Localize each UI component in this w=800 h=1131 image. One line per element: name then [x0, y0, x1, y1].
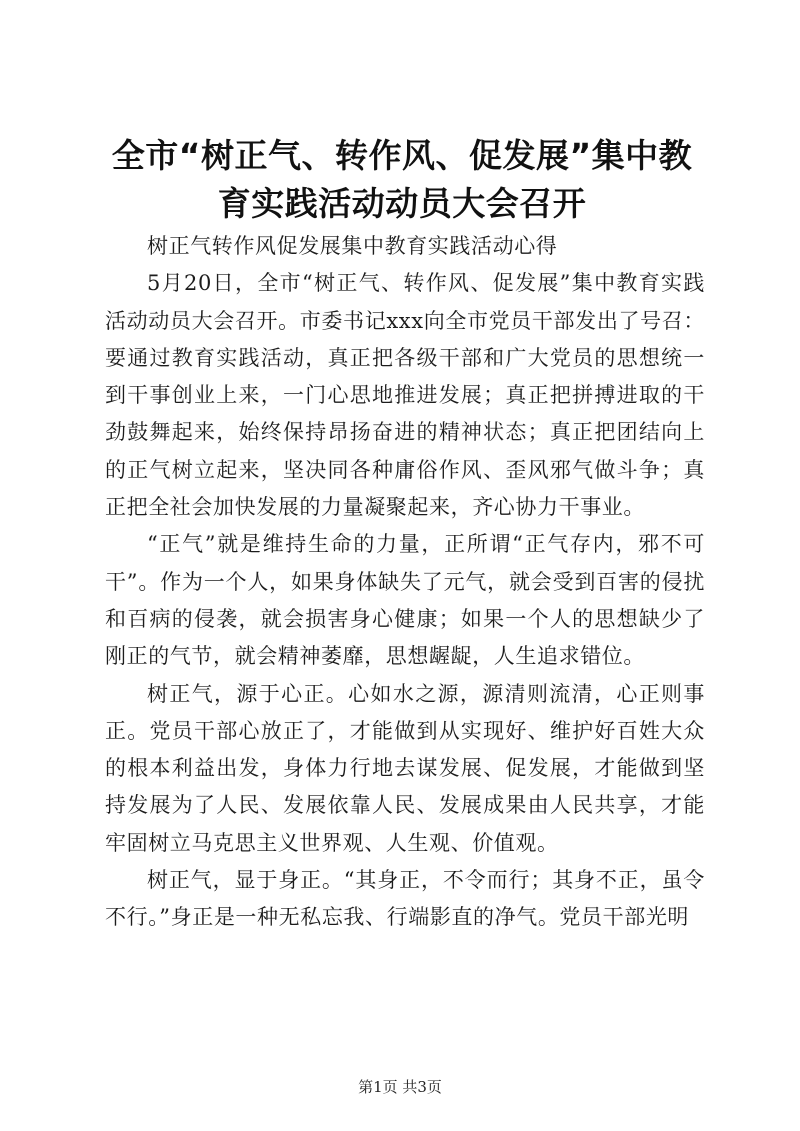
document-body [105, 228, 705, 937]
document-title: 全市“树正气、转作风、促发展”集中教育实践活动动员大会召开 [111, 136, 693, 223]
page-footer: 第1页 共3页 [358, 1078, 442, 1096]
body-paragraph: 树正气，显于身正。“其身正，不令而行；其身不正，虽令不行。”身正是一种无私忘我、行端影直的净气。党员干部光明 [105, 868, 705, 930]
body-paragraph: 5月20日，全市“树正气、转作风、促发展”集中教育实践活动动员大会召开。市委书记xxx向全市党员干部发出了号召：要通过教育实践活动，真正把各级干部和广大党员的思想统一到干事创业上来，一门心思地推进发展；真正把拼搏进取的干劲鼓舞起来，始终保持昂扬奋进的精神状态；真正把团结向上的正气树立起来，坚决同各种庸俗作风、歪风邪气做斗争；真正把全社会加快发展的力量凝聚起来，齐心协力干事业。 [105, 271, 705, 520]
body-paragraph: “正气”就是维持生命的力量，正所谓“正气存内，邪不可干”。作为一个人，如果身体缺失了元气，就会受到百害的侵扰和百病的侵袭，就会损害身心健康；如果一个人的思想缺少了刚正的气节，就会精神萎靡，思想龌龊，人生追求错位。 [105, 532, 705, 669]
body-paragraph: 树正气，源于心正。心如水之源，源清则流清，心正则事正。党员干部心放正了，才能做到从实现好、维护好百姓大众的根本利益出发，身体力行地去谋发展、促发展，才能做到坚持发展为了人民、发展依靠人民、发展成果由人民共享，才能牢固树立马克思主义世界观、人生观、价值观。 [105, 681, 705, 855]
subtitle-paragraph: 树正气转作风促发展集中教育实践活动心得 [147, 234, 558, 258]
